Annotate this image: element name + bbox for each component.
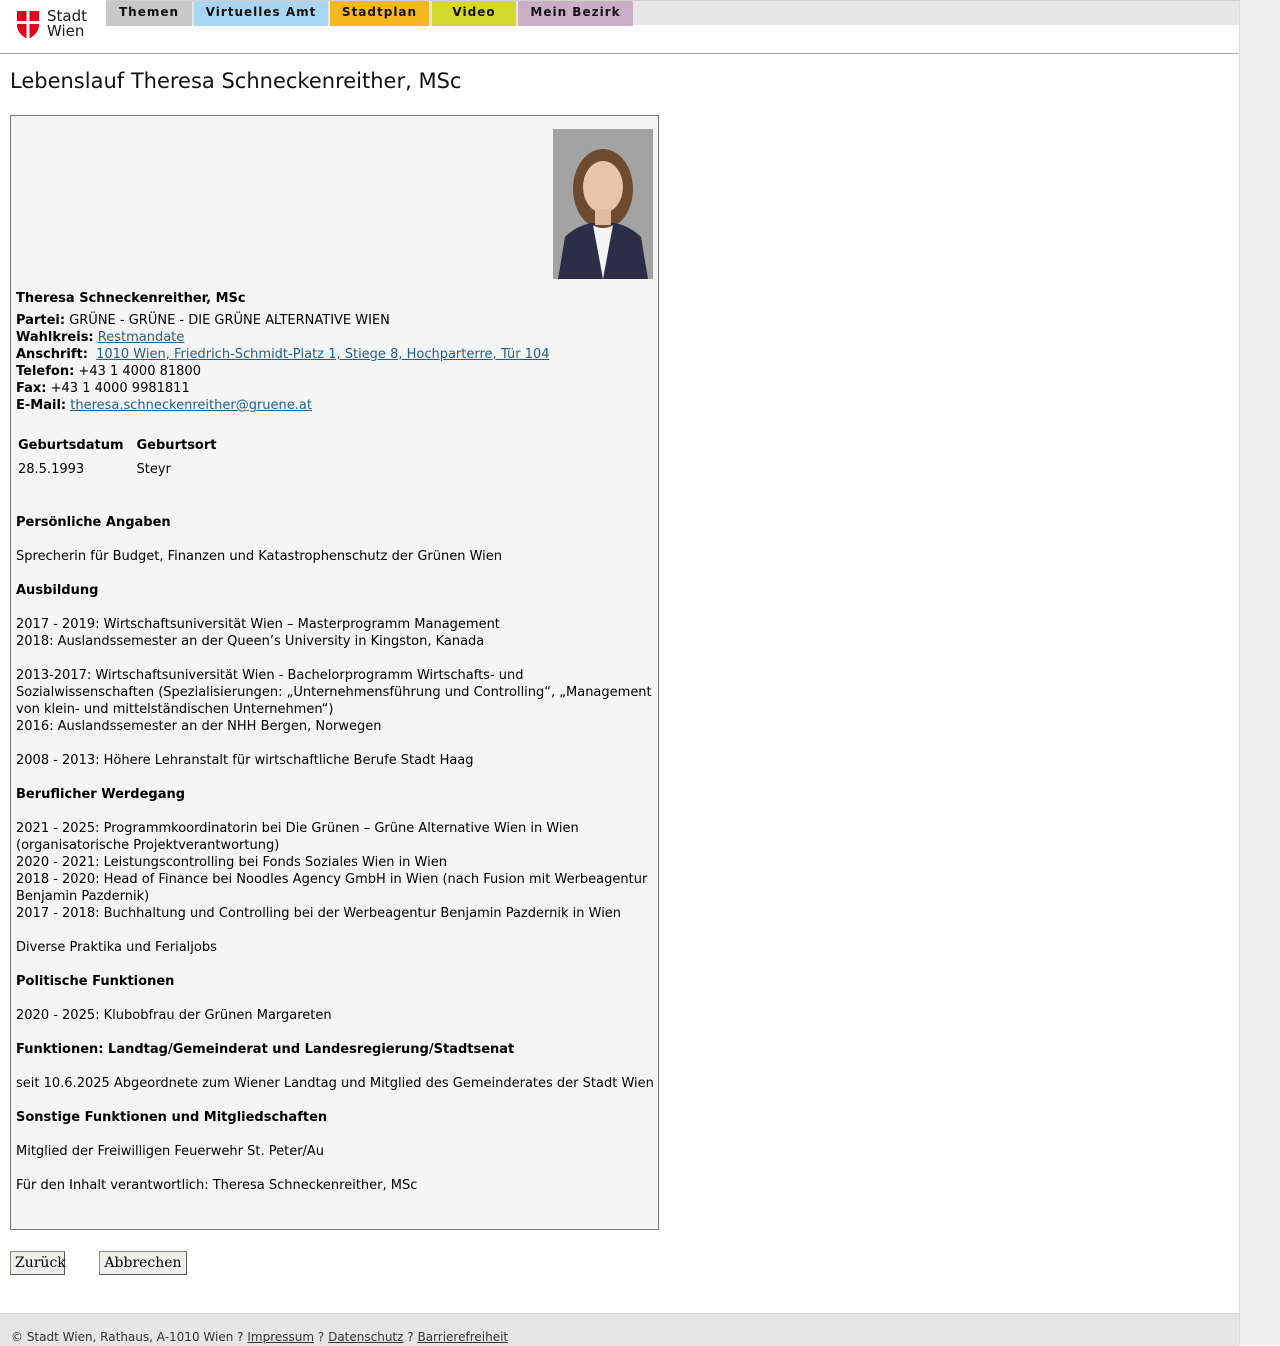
logo-text [47, 9, 87, 39]
birth-info-table [18, 437, 229, 478]
cv-line: Benjamin Pazdernik) [16, 889, 150, 904]
wahlkreis-row [16, 329, 184, 346]
cv-line: 2016: Auslandssemester an der NHH Bergen, Norwegen [16, 719, 382, 734]
tab-video[interactable]: Video [432, 1, 516, 26]
wahlkreis-label: Wahlkreis: [16, 330, 94, 345]
logo-line-2: Wien [47, 22, 85, 40]
cv-line: von klein- und mittelständischen Unternehmen“) [16, 702, 334, 717]
cv-line: Sozialwissenschaften (Spezialisierungen: „Unternehmensführung und Controlling“, „Management [16, 685, 652, 700]
back-button[interactable]: Zurück [10, 1251, 65, 1275]
stadt-wien-logo[interactable] [0, 0, 106, 53]
telefon-value: +43 1 4000 81800 [78, 364, 201, 379]
wien-shield-icon [17, 11, 39, 39]
cv-line: Sprecherin für Budget, Finanzen und Katastrophenschutz der Grünen Wien [16, 549, 503, 564]
portrait-photo [553, 129, 653, 279]
email-row [16, 397, 312, 414]
tab-stadtplan[interactable]: Stadtplan [330, 1, 429, 26]
cv-line: 2017 - 2019: Wirtschaftsuniversität Wien – Masterprogramm Management [16, 617, 500, 632]
cancel-button[interactable]: Abbrechen [99, 1251, 187, 1275]
cv-line: 2017 - 2018: Buchhaltung und Controlling bei der Werbeagentur Benjamin Pazdernik in Wien [16, 906, 622, 921]
section-heading: Funktionen: Landtag/Gemeinderat und Landesregierung/Stadtsenat [16, 1042, 515, 1057]
responsibility-note: Für den Inhalt verantwortlich: Theresa Schneckenreither, MSc [16, 1178, 418, 1193]
section-heading: Persönliche Angaben [16, 515, 171, 530]
tab-themen[interactable]: Themen [106, 1, 192, 26]
footer-separator: ? [317, 1330, 325, 1344]
footer-separator: ? [407, 1330, 414, 1344]
cv-line: 2020 - 2021: Leistungscontrolling bei Fonds Soziales Wien in Wien [16, 855, 447, 870]
tab-virtuelles-amt[interactable]: Virtuelles Amt [194, 1, 328, 26]
birth-place: Steyr [136, 462, 171, 477]
table-header: Geburtsdatum [18, 438, 124, 453]
tab-mein-bezirk[interactable]: Mein Bezirk [518, 1, 633, 26]
fax-row [16, 380, 190, 397]
footer-separator: ? [237, 1330, 244, 1344]
fax-value: +43 1 4000 9981811 [50, 381, 190, 396]
site-footer [0, 1313, 1239, 1346]
section-heading: Ausbildung [16, 583, 99, 598]
cv-line: 2021 - 2025: Programmkoordinatorin bei Die Grünen – Grüne Alternative Wien in Wien [16, 821, 579, 836]
cv-line: Mitglied der Freiwilligen Feuerwehr St. Peter/Au [16, 1144, 325, 1159]
table-header: Geburtsort [136, 438, 217, 453]
telefon-row [16, 363, 201, 380]
table-row [18, 454, 229, 478]
site-header [0, 0, 1239, 54]
copyright-text: © Stadt Wien, Rathaus, A-1010 Wien [11, 1330, 234, 1344]
partei-row [16, 312, 390, 329]
partei-value: GRÜNE - GRÜNE - DIE GRÜNE ALTERNATIVE WIEN [69, 313, 390, 328]
anschrift-row [16, 346, 550, 363]
impressum-link[interactable]: Impressum [247, 1330, 315, 1344]
barrierefreiheit-link[interactable]: Barrierefreiheit [417, 1330, 509, 1344]
section-heading: Sonstige Funktionen und Mitgliedschaften [16, 1110, 328, 1125]
partei-label: Partei: [16, 313, 66, 328]
table-header-row [18, 437, 229, 454]
cv-panel [10, 115, 659, 1230]
section-heading: Beruflicher Werdegang [16, 787, 186, 802]
cv-line: Diverse Praktika und Ferialjobs [16, 940, 217, 955]
cv-line: (organisatorische Projektverantwortung) [16, 838, 280, 853]
footer-line [11, 1330, 508, 1344]
datenschutz-link[interactable]: Datenschutz [328, 1330, 404, 1344]
person-name: Theresa Schneckenreither, MSc [16, 291, 246, 306]
scrollbar[interactable] [1239, 0, 1280, 1345]
cv-line: 2020 - 2025: Klubobfrau der Grünen Margareten [16, 1008, 332, 1023]
cv-line: seit 10.6.2025 Abgeordnete zum Wiener Landtag und Mitglied des Gemeinderates der Stadt Wien [16, 1076, 654, 1091]
birth-date: 28.5.1993 [18, 462, 85, 477]
fax-label: Fax: [16, 381, 47, 396]
cv-line: 2018 - 2020: Head of Finance bei Noodles Agency GmbH in Wien (nach Fusion mit Werbeagentur [16, 872, 648, 887]
page-title: Lebenslauf Theresa Schneckenreither, MSc [10, 69, 462, 93]
cv-line: 2018: Auslandssemester an der Queen’s University in Kingston, Kanada [16, 634, 485, 649]
email-link[interactable]: theresa.schneckenreither@gruene.at [70, 398, 312, 413]
anschrift-link[interactable]: 1010 Wien, Friedrich-Schmidt-Platz 1, Stiege 8, Hochparterre, Tür 104 [96, 347, 550, 362]
cv-line: 2008 - 2013: Höhere Lehranstalt für wirtschaftliche Berufe Stadt Haag [16, 753, 474, 768]
wahlkreis-link[interactable]: Restmandate [97, 330, 185, 345]
cv-line: 2013-2017: Wirtschaftsuniversität Wien - Bachelorprogramm Wirtschafts- und [16, 668, 524, 683]
anschrift-label: Anschrift: [16, 347, 88, 362]
logo-line-1: Stadt [47, 7, 87, 25]
email-label: E-Mail: [16, 398, 67, 413]
telefon-label: Telefon: [16, 364, 75, 379]
section-heading: Politische Funktionen [16, 974, 175, 989]
